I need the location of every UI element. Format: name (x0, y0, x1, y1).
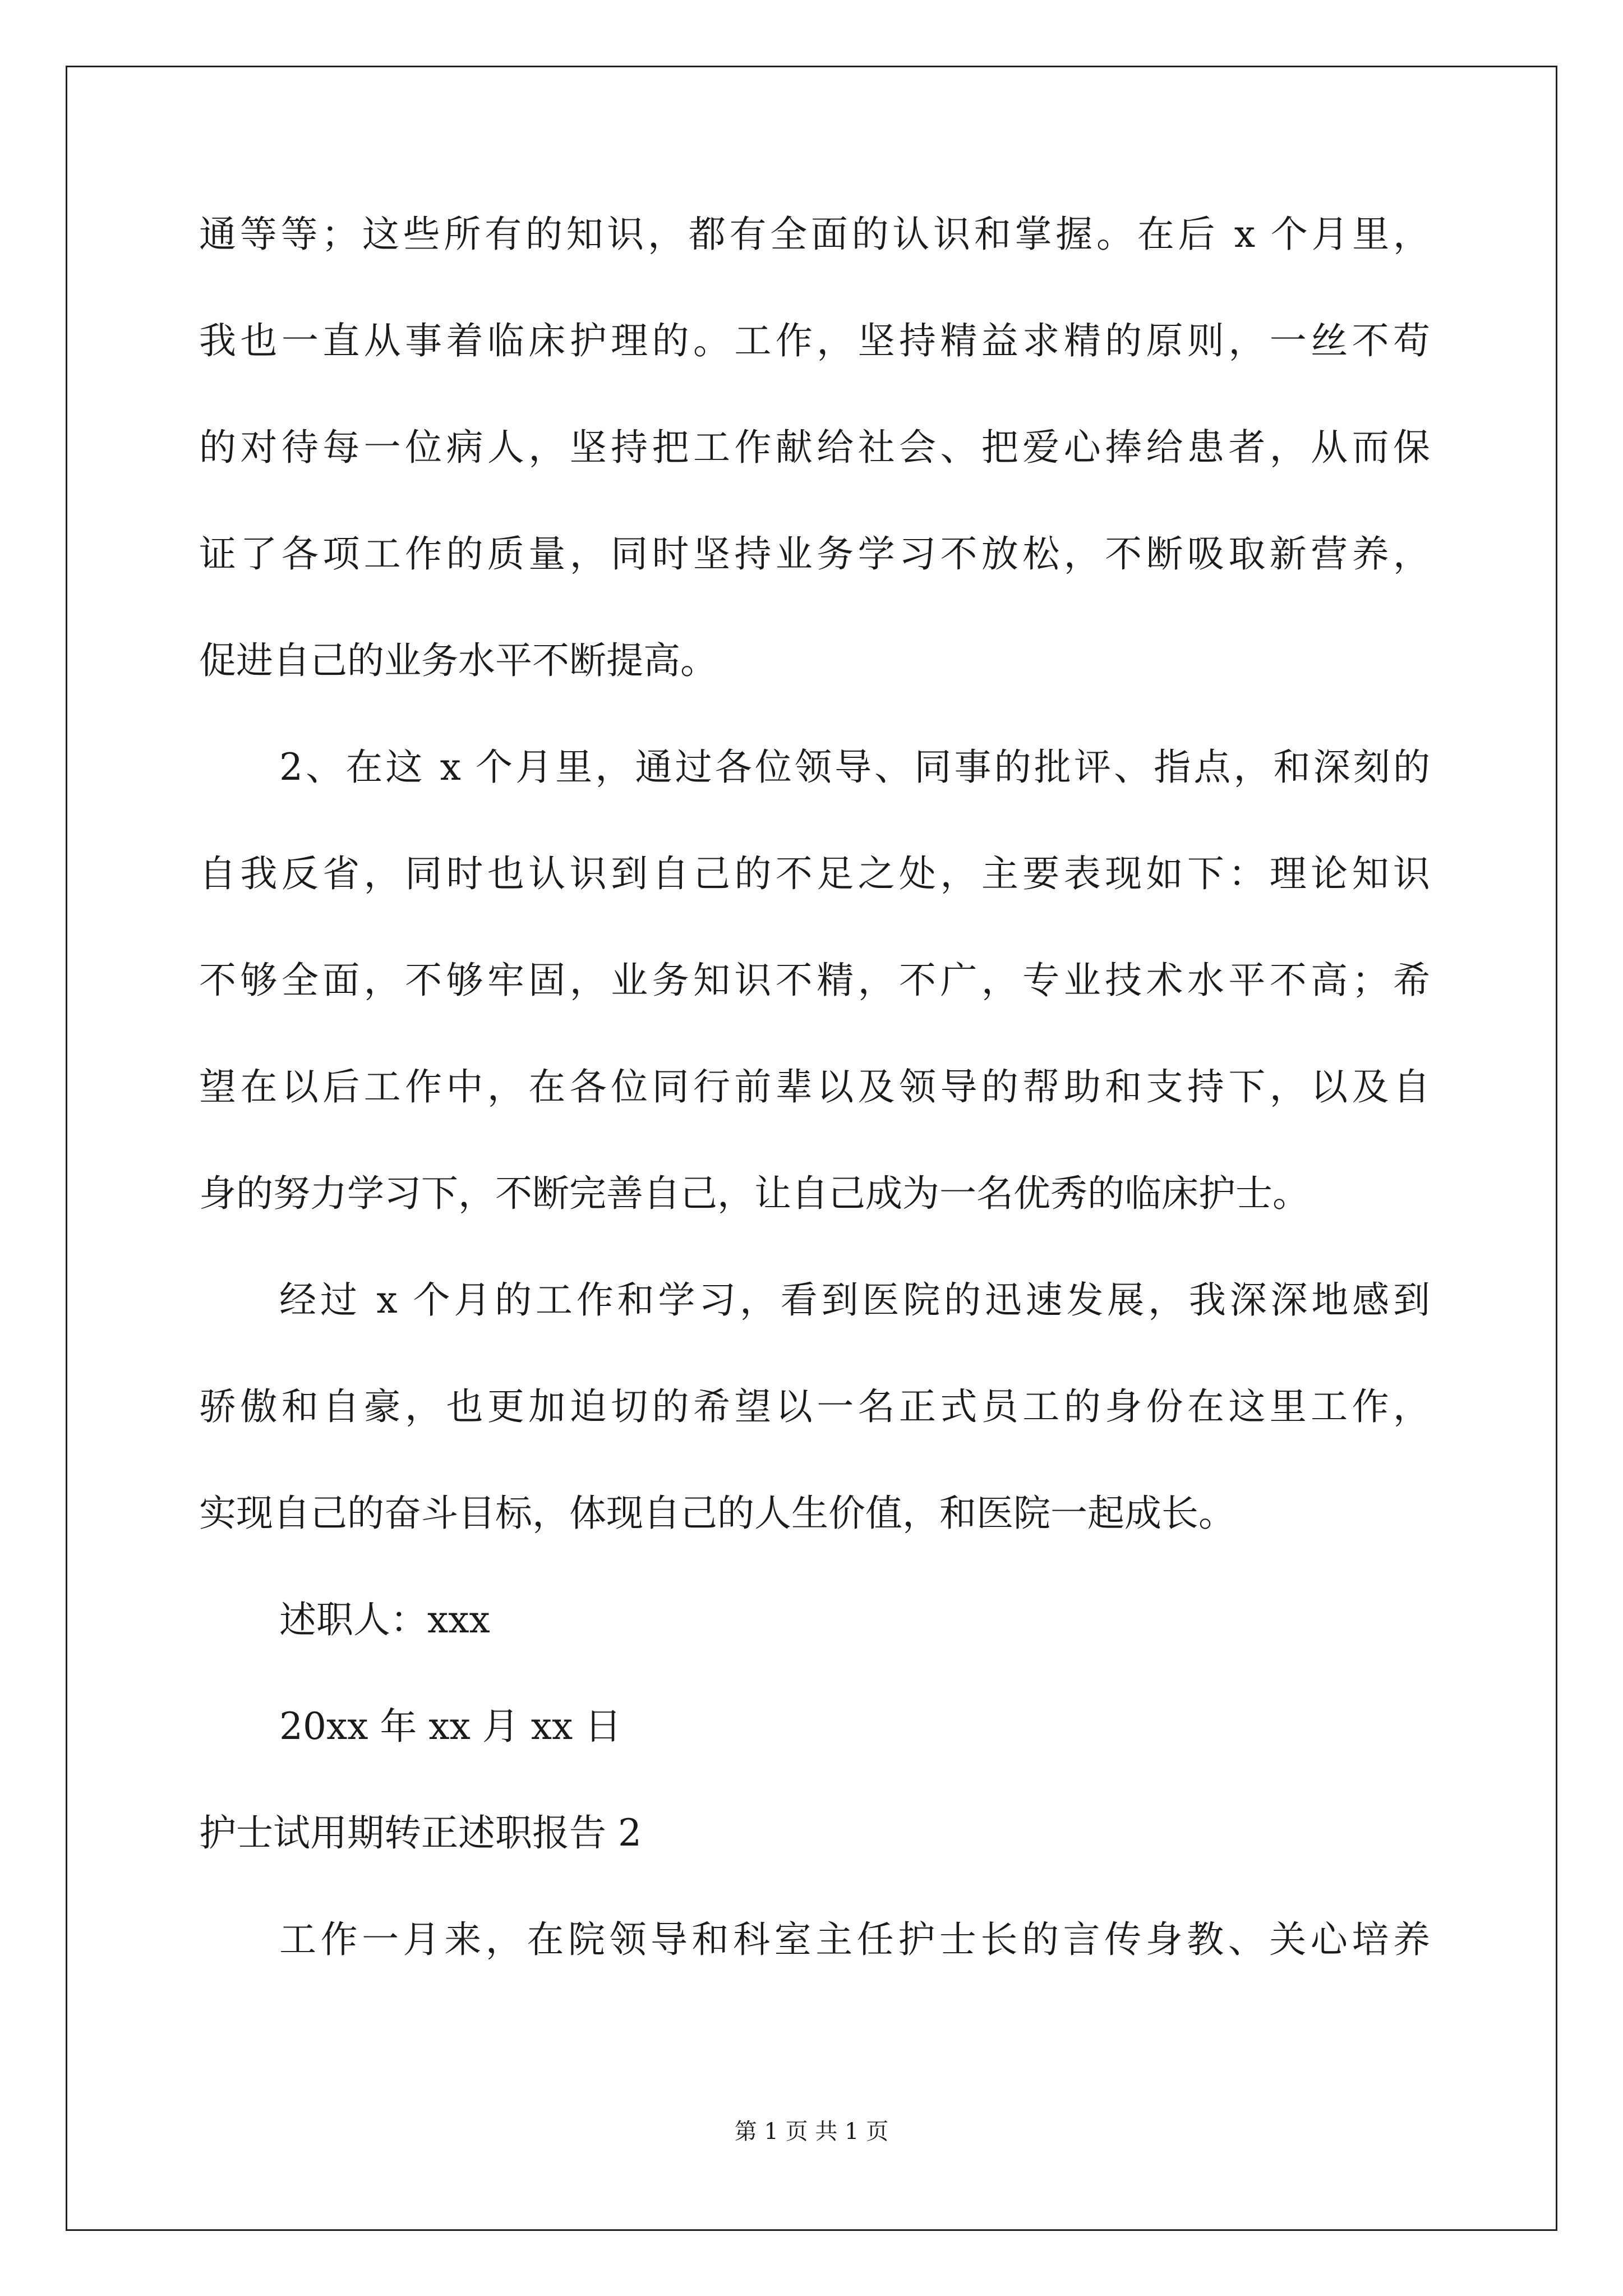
paragraph-line: 实现自己的奋斗目标，体现自己的人生价值，和医院一起成长。 (199, 1492, 1235, 1535)
paragraph-line: 骄傲和自豪，也更加迫切的希望以一名正式员工的身份在这里工作， (199, 1385, 1430, 1428)
paragraph-line: 通等等；这些所有的知识，都有全面的认识和掌握。在后 x 个月里， (199, 213, 1430, 256)
paragraph-line: 2、在这 x 个月里，通过各位领导、同事的批评、指点，和深刻的 (279, 746, 1430, 789)
paragraph-line: 我也一直从事着临床护理的。工作，坚持精益求精的原则，一丝不苟 (199, 319, 1430, 362)
paragraph-line: 的对待每一位病人，坚持把工作献给社会、把爱心捧给患者，从而保 (199, 426, 1430, 469)
paragraph-line: 工作一月来，在院领导和科室主任护士长的言传身教、关心培养 (279, 1918, 1430, 1961)
signature-line: 述职人：xxx (279, 1598, 490, 1641)
paragraph-line: 证了各项工作的质量，同时坚持业务学习不放松，不断吸取新营养， (199, 532, 1430, 576)
document-body (199, 213, 1430, 2028)
section-heading: 护士试用期转正述职报告 2 (199, 1811, 642, 1855)
paragraph-line: 身的努力学习下，不断完善自己，让自己成为一名优秀的临床护士。 (199, 1172, 1310, 1215)
paragraph-line: 自我反省，同时也认识到自己的不足之处，主要表现如下：理论知识 (199, 852, 1430, 895)
date-line: 20xx 年 xx 月 xx 日 (279, 1705, 622, 1748)
paragraph-line: 望在以后工作中，在各位同行前辈以及领导的帮助和支持下，以及自 (199, 1065, 1430, 1108)
page-footer: 第 1 页 共 1 页 (734, 2119, 889, 2145)
paragraph-line: 促进自己的业务水平不断提高。 (199, 639, 717, 682)
paragraph-line: 经过 x 个月的工作和学习，看到医院的迅速发展，我深深地感到 (279, 1278, 1430, 1322)
paragraph-line: 不够全面，不够牢固，业务知识不精，不广，专业技术水平不高；希 (199, 959, 1430, 1002)
